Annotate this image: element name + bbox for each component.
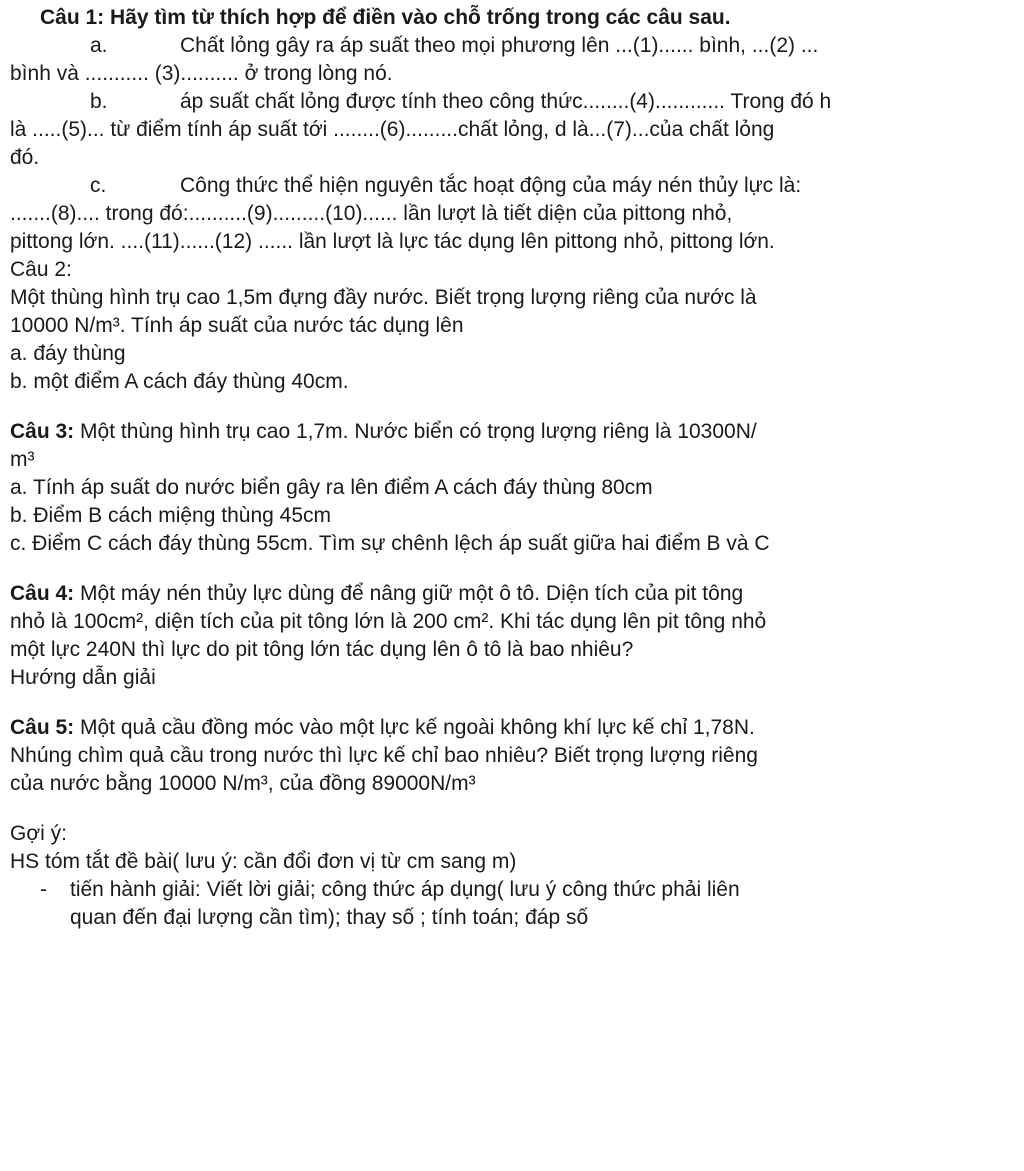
q3-line2: m³ [10, 448, 35, 471]
hint-line1: HS tóm tắt đề bài( lưu ý: cần đổi đơn vị từ cm sang m) [10, 850, 517, 873]
q1c-text1: Công thức thể hiện nguyên tắc hoạt động của máy nén thủy lực là: [180, 174, 802, 197]
q3-part-c: c. Điểm C cách đáy thùng 55cm. Tìm sự chênh lệch áp suất giữa hai điểm B và C [10, 532, 770, 555]
q1a-label: a. [90, 34, 108, 57]
q5-line1 [10, 714, 1014, 742]
q3-label: Câu 3: [10, 420, 75, 443]
q1-instruction: Hãy tìm từ thích hợp để điền vào chỗ trống trong các câu sau. [104, 6, 731, 29]
q4-label: Câu 4: [10, 582, 75, 605]
q1a-text1: Chất lỏng gây ra áp suất theo mọi phương lên ...(1)...... bình, ...(2) ... [180, 34, 819, 57]
q5-label: Câu 5: [10, 716, 75, 739]
q4-text1: Một máy nén thủy lực dùng để nâng giữ một ô tô. Diện tích của pit tông [74, 582, 744, 605]
q2-heading: Câu 2: [10, 258, 72, 281]
q2-line1: Một thùng hình trụ cao 1,5m đựng đầy nước. Biết trọng lượng riêng của nước là [10, 286, 757, 309]
q1a-line1 [10, 32, 1014, 60]
q1c-line1 [10, 172, 1014, 200]
q3-text1: Một thùng hình trụ cao 1,7m. Nước biển có trọng lượng riêng là 10300N/ [74, 420, 757, 443]
q1c-label: c. [90, 174, 107, 197]
q5-text1: Một quả cầu đồng móc vào một lực kế ngoài không khí lực kế chỉ 1,78N. [74, 716, 755, 739]
q1b-line2: là .....(5)... từ điểm tính áp suất tới ........(6).........chất lỏng, d là...(7)...của chất lỏng [10, 118, 775, 141]
spacer [10, 692, 1014, 714]
hint-line2 [10, 876, 1014, 904]
q1-heading [10, 4, 1014, 32]
spacer [10, 558, 1014, 580]
q5-line2: Nhúng chìm quả cầu trong nước thì lực kế chỉ bao nhiêu? Biết trọng lượng riêng [10, 744, 758, 767]
q5-line3: của nước bằng 10000 N/m³, của đồng 89000N/m³ [10, 772, 476, 795]
q2-part-b: b. một điểm A cách đáy thùng 40cm. [10, 370, 349, 393]
q4-line3: một lực 240N thì lực do pit tông lớn tác dụng lên ô tô là bao nhiêu? [10, 638, 634, 661]
q1a-line2: bình và ........... (3).......... ở trong lòng nó. [10, 62, 393, 85]
q3-part-b: b. Điểm B cách miệng thùng 45cm [10, 504, 331, 527]
q1b-text1: áp suất chất lỏng được tính theo công thức........(4)............ Trong đó h [180, 90, 832, 113]
q3-line1 [10, 418, 1014, 446]
spacer [10, 396, 1014, 418]
q2-line2: 10000 N/m³. Tính áp suất của nước tác dụng lên [10, 314, 464, 337]
q1-label: Câu 1: [40, 6, 105, 29]
q4-line1 [10, 580, 1014, 608]
q1c-line2: .......(8).... trong đó:..........(9).........(10)...... lần lượt là tiết diện của pittong nhỏ, [10, 202, 733, 225]
hint-line3: quan đến đại lượng cần tìm); thay số ; tính toán; đáp số [70, 906, 589, 929]
q3-part-a: a. Tính áp suất do nước biển gây ra lên điểm A cách đáy thùng 80cm [10, 476, 653, 499]
q4-line4: Hướng dẫn giải [10, 666, 156, 689]
q2-part-a: a. đáy thùng [10, 342, 126, 365]
spacer [10, 798, 1014, 820]
q1b-label: b. [90, 90, 108, 113]
q1b-line1 [10, 88, 1014, 116]
bullet-dash: - [40, 878, 47, 901]
q1b-line3: đó. [10, 146, 40, 169]
q1c-line3: pittong lớn. ....(11)......(12) ...... lần lượt là lực tác dụng lên pittong nhỏ, pittong lớn. [10, 230, 775, 253]
q4-line2: nhỏ là 100cm², diện tích của pit tông lớn là 200 cm². Khi tác dụng lên pit tông nhỏ [10, 610, 767, 633]
hint-heading: Gợi ý: [10, 822, 67, 845]
hint-text2: tiến hành giải: Viết lời giải; công thức áp dụng( lưu ý công thức phải liên [70, 878, 740, 901]
